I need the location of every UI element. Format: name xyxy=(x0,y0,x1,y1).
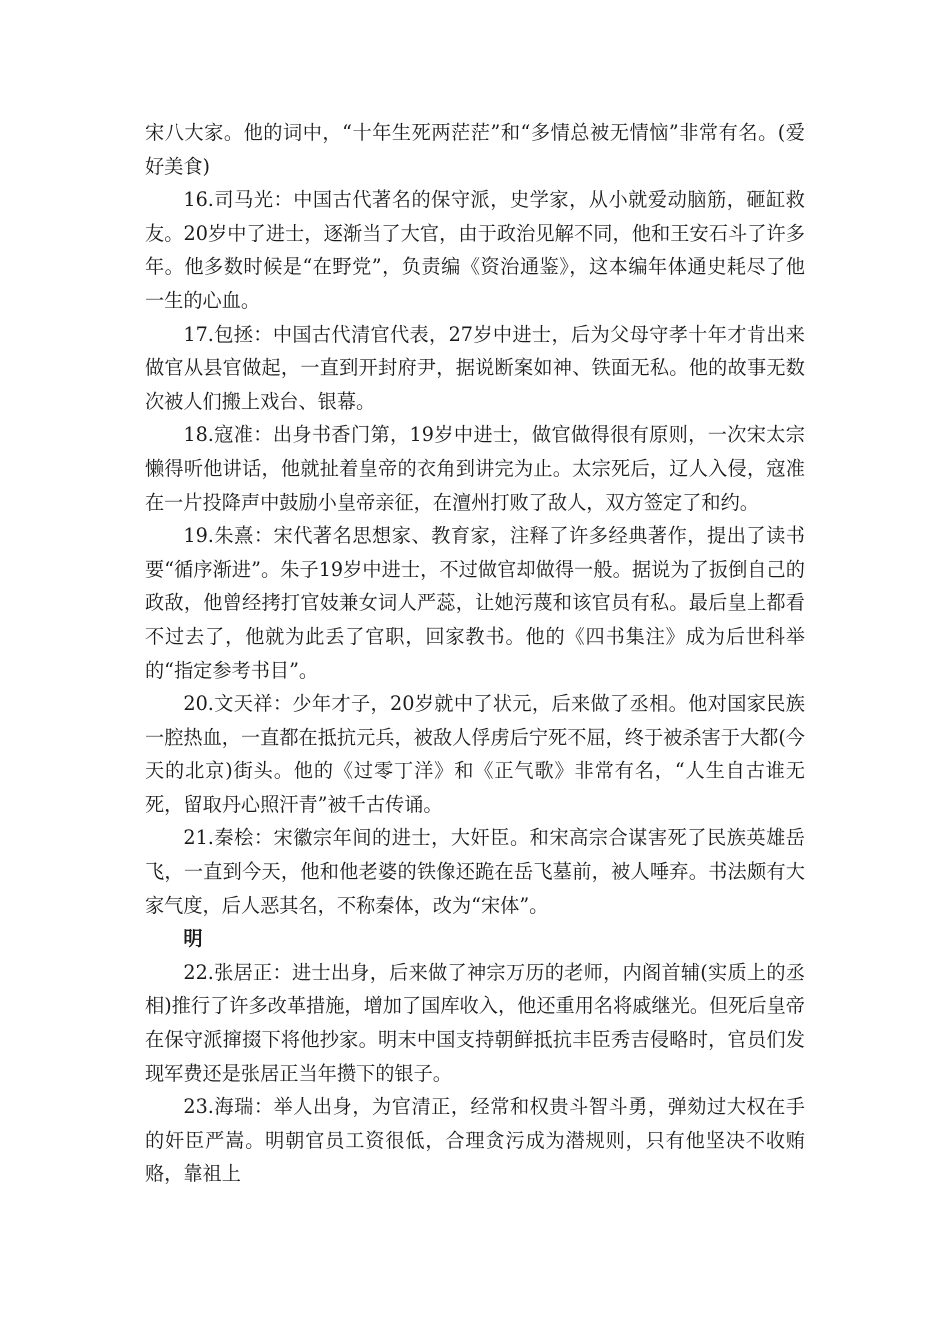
paragraph-wen-tianxiang: 20.文天祥：少年才子，20岁就中了状元，后来做了丞相。他对国家民族一腔热血，一直都在抵抗元兵，被敌人俘虏后宁死不屈，终于被杀害于大都(今天的北京)街头。他的《过零丁洋》和《正气歌》非常有名，“人生自古谁无死，留取丹心照汗青”被千古传诵。 xyxy=(145,692,805,816)
section-heading-ming: 明 xyxy=(183,927,203,951)
paragraph-zhu-xi: 19.朱熹：宋代著名思想家、教育家，注释了许多经典著作，提出了读书要“循序渐进”。朱子19岁中进士，不过做官却做得一般。据说为了扳倒自己的政敌，他曾经拷打官妓兼女词人严蕊，让她污蔑和该官员有私。最后皇上都看不过去了，他就为此丢了官职，回家教书。他的《四书集注》成为后世科举的“指定参考书目”。 xyxy=(145,524,805,682)
paragraph-continuation: 宋八大家。他的词中，“十年生死两茫茫”和“多情总被无情恼”非常有名。(爱好美食) xyxy=(145,121,805,178)
paragraph-zhang-juzheng: 22.张居正：进士出身，后来做了神宗万历的老师，内阁首辅(实质上的丞相)推行了许多改革措施，增加了国库收入，他还重用名将戚继光。但死后皇帝在保守派撺掇下将他抄家。明末中国支持朝鲜抵抗丰臣秀吉侵略时，官员们发现军费还是张居正当年攒下的银子。 xyxy=(145,960,805,1085)
paragraph-qin-hui: 21.秦桧：宋徽宗年间的进士，大奸臣。和宋高宗合谋害死了民族英雄岳飞，一直到今天，他和他老婆的铁像还跪在岳飞墓前，被人唾弃。书法颇有大家气度，后人恶其名，不称秦体，改为“宋体”。 xyxy=(145,826,805,917)
document-page xyxy=(145,116,805,1191)
paragraph-bao-zheng: 17.包拯：中国古代清官代表，27岁中进士，后为父母守孝十年才肯出来做官从县官做起，一直到开封府尹，据说断案如神、铁面无私。他的故事无数次被人们搬上戏台、银幕。 xyxy=(145,322,805,413)
paragraph-hai-rui: 23.海瑞：举人出身，为官清正，经常和权贵斗智斗勇，弹劾过大权在手的奸臣严嵩。明朝官员工资很低，合理贪污成为潜规则，只有他坚决不收贿赂，靠祖上 xyxy=(145,1095,805,1186)
paragraph-sima-guang: 16.司马光：中国古代著名的保守派，史学家，从小就爱动脑筋，砸缸救友。20岁中了进士，逐渐当了大官，由于政治见解不同，他和王安石斗了许多年。他多数时候是“在野党”，负责编《资治通鉴》，这本编年体通史耗尽了他一生的心血。 xyxy=(145,188,805,312)
paragraph-kou-zhun: 18.寇准：出身书香门第，19岁中进士，做官做得很有原则，一次宋太宗懒得听他讲话，他就扯着皇帝的衣角到讲完为止。太宗死后，辽人入侵，寇准在一片投降声中鼓励小皇帝亲征，在澶州打败了敌人，双方签定了和约。 xyxy=(145,423,805,514)
